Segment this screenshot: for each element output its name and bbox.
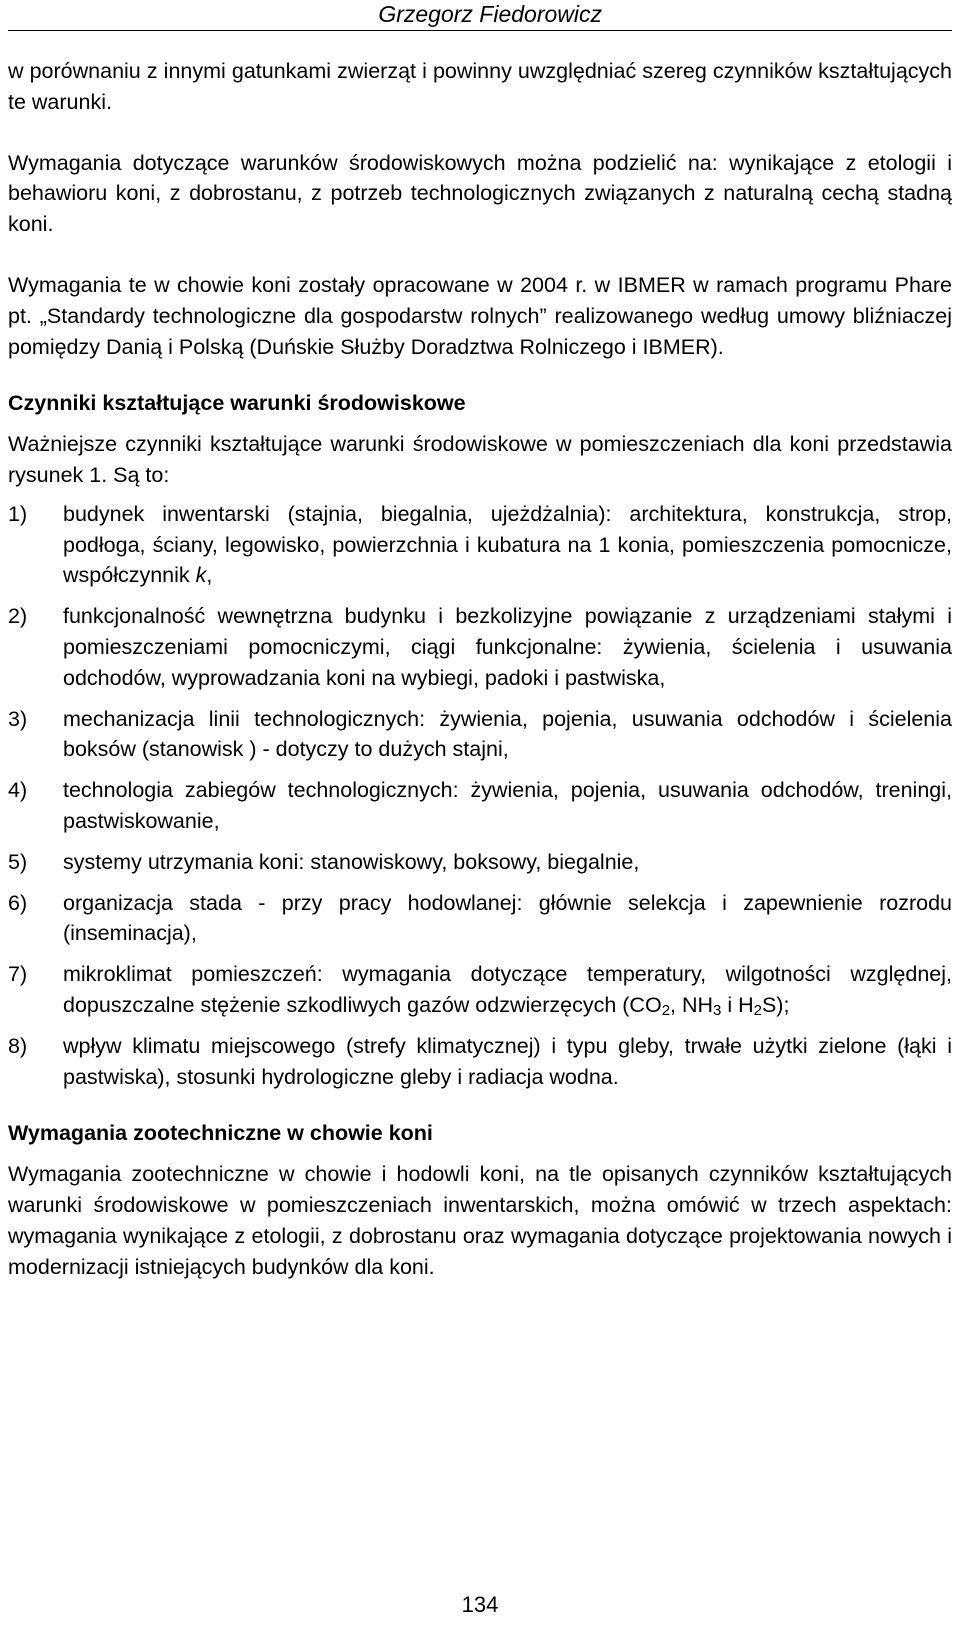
list-number: 2)	[8, 604, 28, 629]
list-number: 8)	[8, 1033, 28, 1058]
list-item	[8, 888, 952, 950]
subscript: 2	[753, 1001, 762, 1019]
list-item	[8, 1031, 952, 1093]
list-number: 7)	[8, 962, 28, 987]
list-item	[8, 775, 952, 837]
list-text: mechanizacja linii technologicznych: żywienia, pojenia, usuwania odchodów i ścielenia boksów (stanowisk ) - dotyczy to dużych stajni,	[63, 706, 952, 762]
paragraph: Ważniejsze czynniki kształtujące warunki środowiskowe w pomieszczeniach dla koni przedstawia rysunek 1. Są to:	[8, 432, 952, 487]
list-item	[8, 847, 952, 878]
list-item	[8, 704, 952, 766]
factor-list	[8, 499, 952, 1093]
list-text: i H	[721, 992, 754, 1017]
paragraph: Wymagania dotyczące warunków środowiskowych można podzielić na: wynikające z etologii i behawioru koni, z dobrostanu, z potrzeb technologicznych związanych z naturalną cechą stadną koni.	[8, 150, 952, 237]
section-heading: Czynniki kształtujące warunki środowiskowe	[8, 391, 466, 416]
list-text: technologia zabiegów technologicznych: żywienia, pojenia, usuwania odchodów, treningi, pastwiskowanie,	[63, 778, 952, 833]
list-number: 4)	[8, 778, 28, 803]
list-number: 3)	[8, 706, 28, 731]
section-heading: Wymagania zootechniczne w chowie koni	[8, 1121, 433, 1146]
paragraph: w porównaniu z innymi gatunkami zwierząt i powinny uwzględniać szereg czynników kształtujących te warunki.	[8, 59, 952, 114]
list-text: S);	[761, 992, 790, 1017]
list-item	[8, 959, 952, 1021]
list-text: ,	[206, 563, 213, 588]
list-text: systemy utrzymania koni: stanowiskowy, boksowy, biegalnie,	[63, 849, 640, 874]
document-page	[8, 0, 952, 1628]
running-header	[8, 0, 952, 31]
subscript: 2	[661, 1001, 671, 1019]
header-author: Grzegorz Fiedorowicz	[378, 1, 602, 27]
list-number: 1)	[8, 501, 28, 526]
list-number: 6)	[8, 890, 28, 915]
list-text-italic: k	[195, 563, 207, 588]
list-text: , NH	[670, 992, 714, 1017]
list-text: organizacja stada - przy pracy hodowlanej: głównie selekcja i zapewnienie rozrodu (inseminacja),	[63, 890, 952, 946]
paragraph: Wymagania zootechniczne w chowie i hodowli koni, na tle opisanych czynników kształtujących warunki środowiskowe w pomieszczeniach inwentarskich, można omówić w trzech aspektach: wymagania wynikające z etologii, z dobrostanu oraz wymagania dotyczące projektowania nowych i modernizacji istniejących budynków dla koni.	[8, 1162, 952, 1279]
list-item	[8, 601, 952, 693]
list-text: mikroklimat pomieszczeń: wymagania dotyczące temperatury, wilgotności względnej, dopuszczalne stężenie szkodliwych gazów odzwierzęcych (CO	[63, 962, 952, 1017]
list-item	[8, 499, 952, 591]
list-text: funkcjonalność wewnętrzna budynku i bezkolizyjne powiązanie z urządzeniami stałymi i pomieszczeniami pomocniczymi, ciągi funkcjonalne: żywienia, ścielenia i usuwania odchodów, wyprowadzania koni na wybiegi, padoki i pastwiska,	[63, 604, 952, 690]
subscript: 3	[713, 1001, 722, 1019]
page-number: 134	[461, 1592, 499, 1617]
list-text: budynek inwentarski (stajnia, biegalnia, ujeżdżalnia): architektura, konstrukcja, strop, podłoga, ściany, legowisko, powierzchnia i kubatura na 1 konia, pomieszczenia pomocnicze, współczynnik	[63, 501, 952, 588]
list-text: wpływ klimatu miejscowego (strefy klimatycznej) i typu gleby, trwałe użytki zielone (łąki i pastwiska), stosunki hydrologiczne gleby i radiacja wodna.	[63, 1033, 952, 1089]
body-text	[8, 56, 952, 1282]
paragraph: Wymagania te w chowie koni zostały opracowane w 2004 r. w IBMER w ramach programu Phare pt. „Standardy technologiczne dla gospodarstw rolnych” realizowanego według umowy bliźniaczej pomiędzy Danią i Polską (Duńskie Służby Doradztwa Rolniczego i IBMER).	[8, 272, 952, 359]
list-number: 5)	[8, 849, 28, 874]
